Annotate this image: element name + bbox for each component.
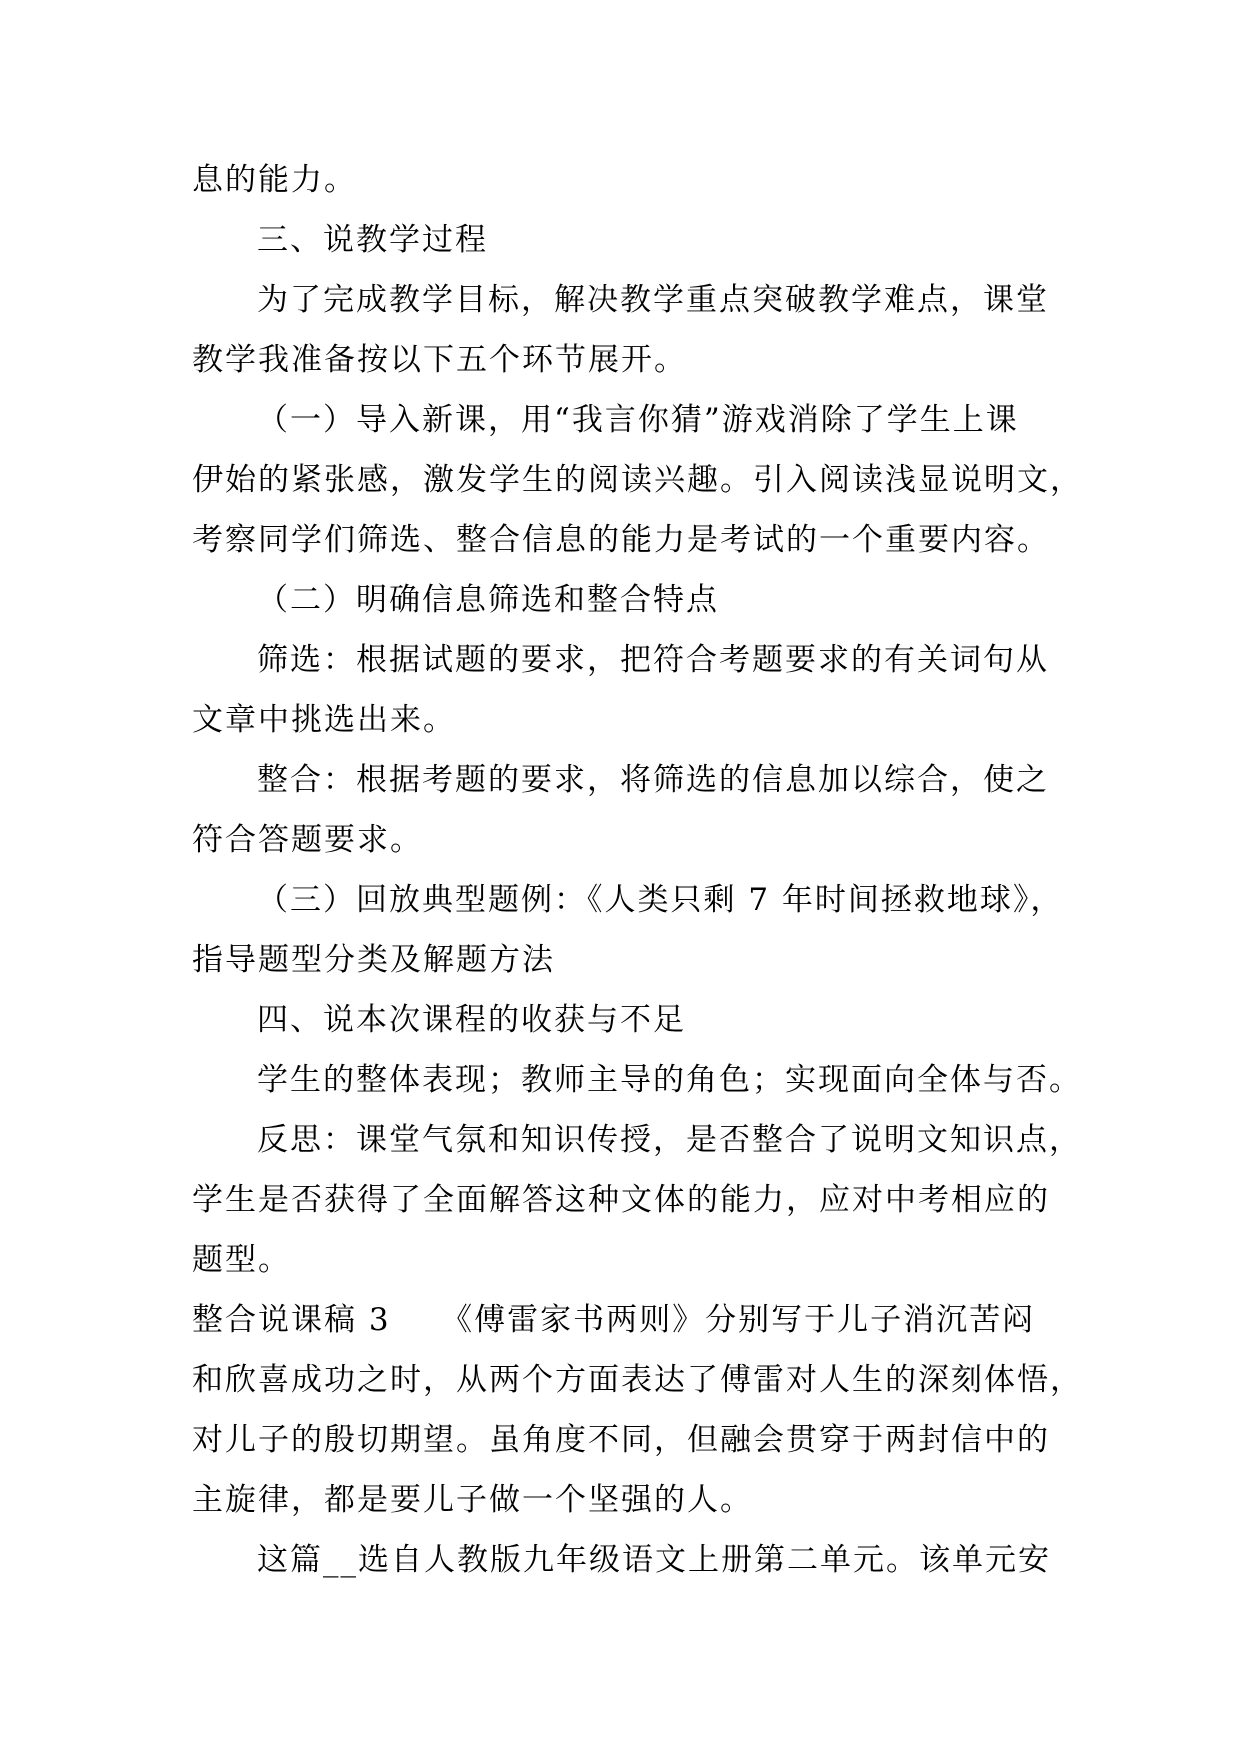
text-line: 主旋律，都是要儿子做一个坚强的人。 (192, 1482, 753, 1518)
text-line: 对儿子的殷切期望。虽角度不同，但融会贯穿于两封信中的 (192, 1422, 1050, 1458)
text-line: （一）导入新课，用“我言你猜”游戏消除了学生上课 (257, 402, 1019, 438)
text-line: 文章中挑选出来。 (192, 702, 456, 738)
text-line: 学生是否获得了全面解答这种文体的能力，应对中考相应的 (192, 1182, 1050, 1218)
text-line: 伊始的紧张感，激发学生的阅读兴趣。引入阅读浅显说明文， (192, 462, 1083, 498)
text-line: 整合：根据考题的要求，将筛选的信息加以综合，使之 (257, 762, 1049, 798)
text-line: 整合说课稿 3 《傅雷家书两则》分别写于儿子消沉苦闷 (192, 1302, 1036, 1338)
text-line: 和欣喜成功之时，从两个方面表达了傅雷对人生的深刻体悟， (192, 1362, 1083, 1398)
text-line: 筛选：根据试题的要求，把符合考题要求的有关词句从 (257, 642, 1049, 678)
text-line: 考察同学们筛选、整合信息的能力是考试的一个重要内容。 (192, 522, 1050, 558)
section-heading: 三、说教学过程 (257, 222, 488, 258)
text-line: 学生的整体表现；教师主导的角色；实现面向全体与否。 (257, 1062, 1082, 1098)
text-line: 这篇__选自人教版九年级语文上册第二单元。该单元安 (257, 1542, 1051, 1578)
section-heading: 四、说本次课程的收获与不足 (257, 1002, 686, 1038)
text-line: （三）回放典型题例：《人类只剩 7 年时间拯救地球》， (257, 882, 1064, 918)
text-line: 反思：课堂气氛和知识传授，是否整合了说明文知识点， (257, 1122, 1082, 1158)
subsection-heading: （二）明确信息筛选和整合特点 (257, 582, 719, 618)
text-line: 指导题型分类及解题方法 (192, 942, 555, 978)
text-line: 教学我准备按以下五个环节展开。 (192, 342, 687, 378)
text-line: 符合答题要求。 (192, 822, 423, 858)
text-line: 息的能力。 (192, 162, 357, 198)
text-line: 为了完成教学目标，解决教学重点突破教学难点，课堂 (257, 282, 1049, 318)
text-line: 题型。 (192, 1242, 291, 1278)
